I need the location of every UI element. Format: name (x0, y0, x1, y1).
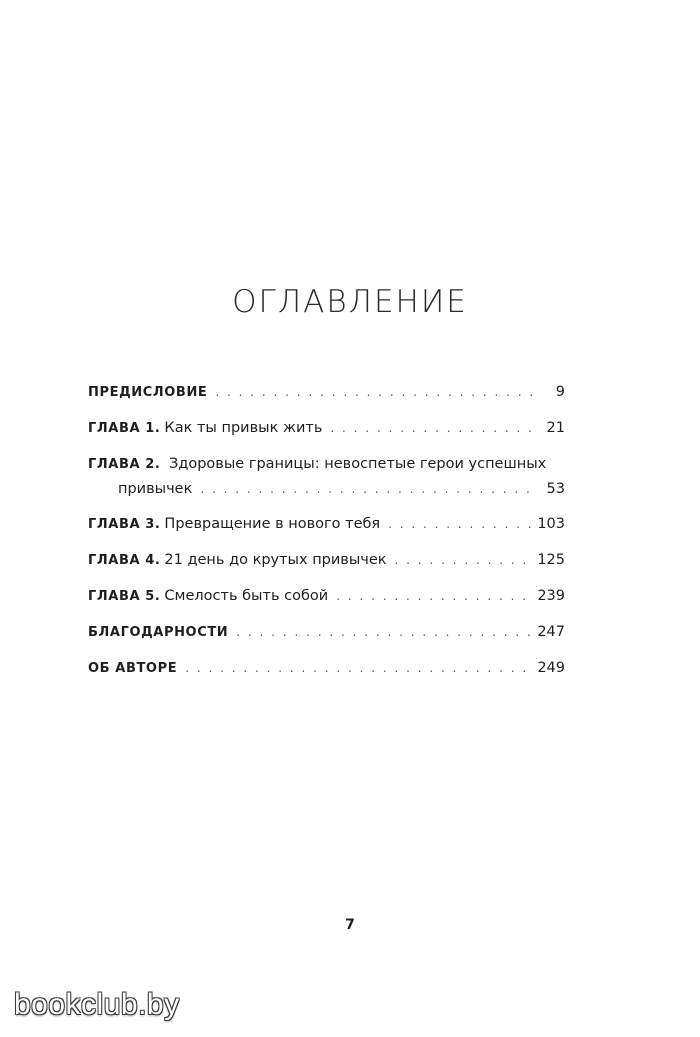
watermark: bookclub.by (14, 988, 180, 1021)
toc-entry-chapter-3 (88, 512, 565, 537)
toc-entry-title: Здоровые границы: невоспетые герои успешных (169, 456, 547, 472)
toc-entry-title-continuation: привычек (118, 481, 193, 497)
toc-entry-title: 21 день до крутых привычек (164, 552, 387, 568)
toc-entry-heading: ГЛАВА 1. (88, 421, 161, 436)
toc-entry-heading: БЛАГОДАРНОСТИ (88, 625, 229, 640)
dot-leader (388, 512, 531, 536)
toc-entry-acknowledgements (88, 620, 565, 645)
toc-entry-about-author (88, 656, 565, 681)
toc-page-number: 125 (537, 552, 565, 568)
page-title: ОГЛАВЛЕНИЕ (232, 284, 468, 320)
toc-page-number: 103 (537, 516, 565, 532)
toc-entry-heading: ГЛАВА 3. (88, 517, 161, 532)
page-number: 7 (345, 917, 355, 933)
toc-entry-heading: ПРЕДИСЛОВИЕ (88, 385, 208, 400)
toc-entry-chapter-1 (88, 416, 565, 441)
toc-page-number: 9 (555, 384, 565, 400)
toc-page-number: 21 (546, 420, 565, 436)
dot-leader (336, 584, 531, 608)
toc-entry-heading: ГЛАВА 2. (88, 457, 161, 472)
toc-entry-title: Превращение в нового тебя (164, 516, 381, 532)
toc-entry-chapter-5 (88, 584, 565, 609)
toc-entry-chapter-4 (88, 548, 565, 573)
dot-leader (330, 416, 537, 440)
toc-entry-heading: ГЛАВА 4. (88, 553, 161, 568)
table-of-contents (88, 380, 565, 692)
toc-entry-title: Смелость быть собой (164, 588, 329, 604)
toc-entry-preface (88, 380, 565, 405)
toc-entry-chapter-2 (88, 452, 565, 501)
dot-leader (395, 548, 532, 572)
toc-page-number: 247 (537, 624, 565, 640)
dot-leader (200, 477, 537, 501)
toc-entry-title: Как ты привык жить (164, 420, 323, 436)
toc-page-number: 53 (546, 481, 565, 497)
toc-entry-heading: ОБ АВТОРЕ (88, 661, 178, 676)
dot-leader (236, 620, 531, 644)
toc-page-number: 239 (537, 588, 565, 604)
toc-entry-heading: ГЛАВА 5. (88, 589, 161, 604)
dot-leader (185, 656, 531, 680)
dot-leader (215, 380, 537, 404)
toc-page-number: 249 (537, 660, 565, 676)
